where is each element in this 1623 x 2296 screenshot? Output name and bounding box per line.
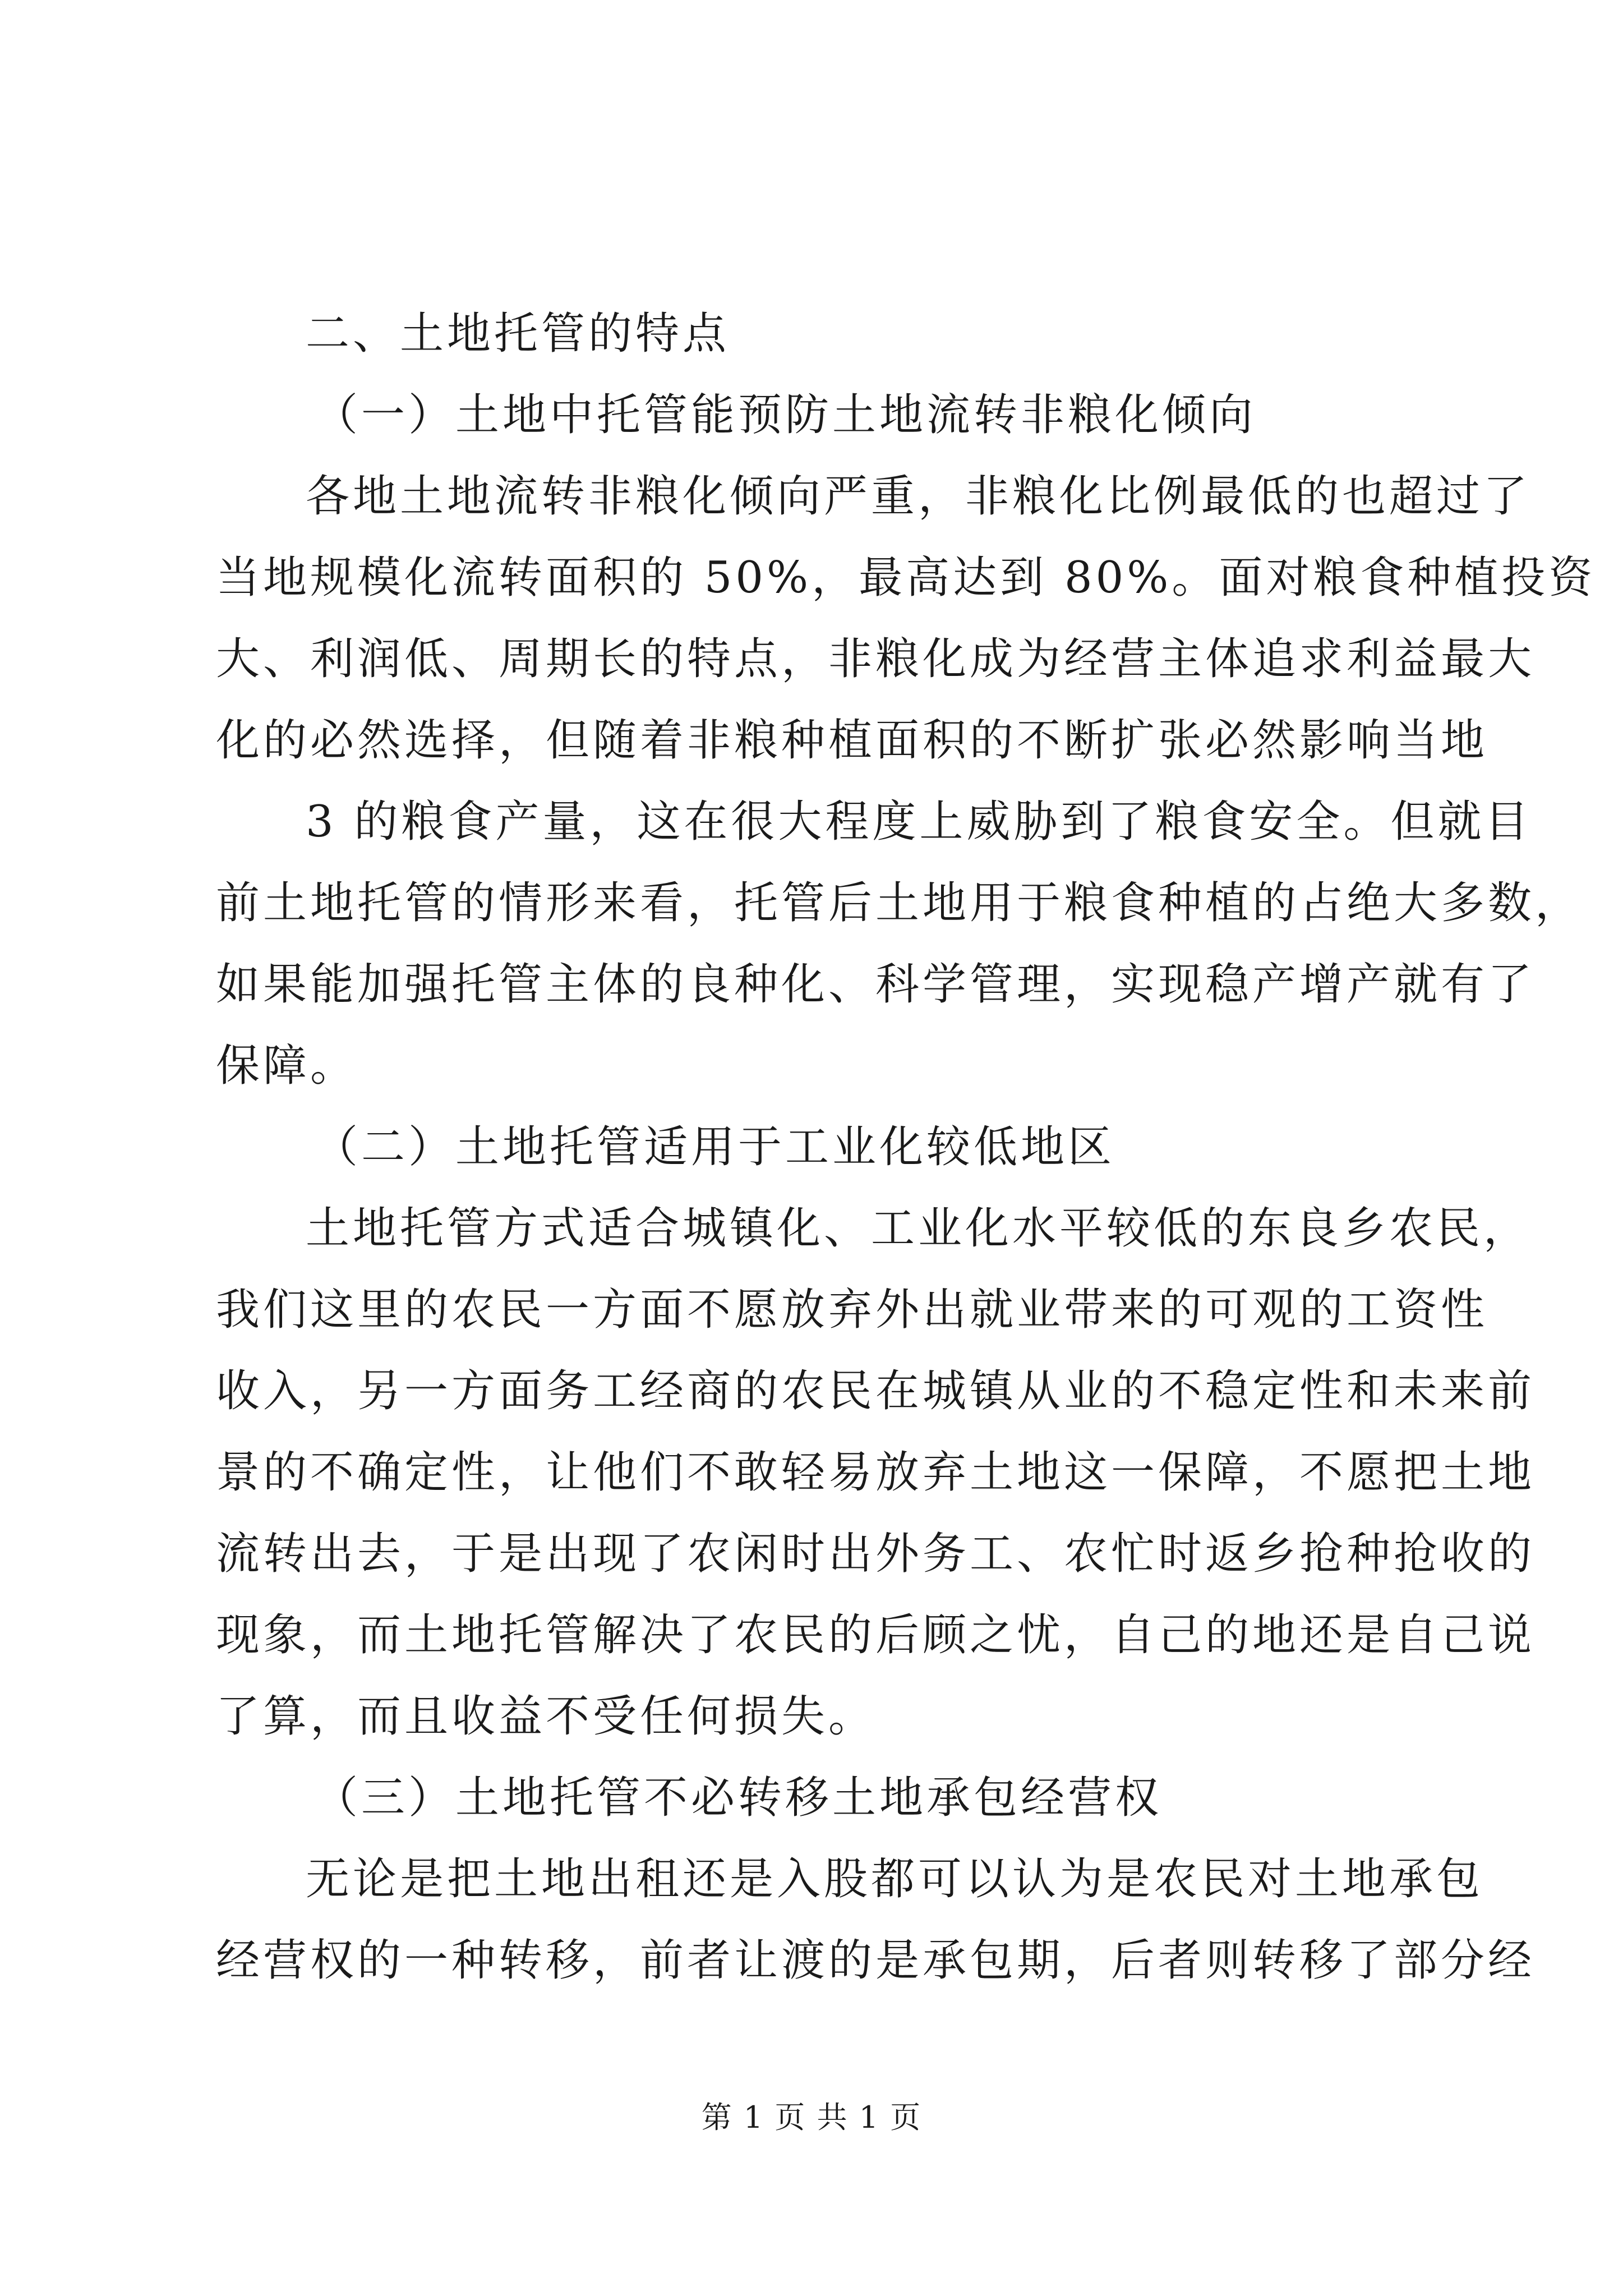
paragraph-line: 收入，另一方面务工经商的农民在城镇从业的不稳定性和未来前 (216, 1366, 1536, 1416)
paragraph-line: 保障。 (216, 1041, 358, 1091)
subsection-heading: （三）土地托管不必转移土地承包经营权 (314, 1773, 1163, 1823)
paragraph-line: 当地规模化流转面积的 50%，最高达到 80%。面对粮食种植投资 (216, 553, 1596, 603)
paragraph-line: 化的必然选择，但随着非粮种植面积的不断扩张必然影响当地 (216, 715, 1488, 766)
paragraph-line: 我们这里的农民一方面不愿放弃外出就业带来的可观的工资性 (216, 1285, 1488, 1335)
paragraph-line: 经营权的一种转移，前者让渡的是承包期，后者则转移了部分经 (216, 1935, 1536, 1986)
subsection-heading: （二）土地托管适用于工业化较低地区 (314, 1122, 1115, 1172)
paragraph-line: 景的不确定性，让他们不敢轻易放弃土地这一保障，不愿把土地 (216, 1447, 1536, 1498)
paragraph-line: 前土地托管的情形来看，托管后土地用于粮食种植的占绝大多数， (216, 878, 1583, 928)
paragraph-line: 流转出去，于是出现了农闲时出外务工、农忙时返乡抢种抢收的 (216, 1529, 1536, 1579)
section-heading: 二、土地托管的特点 (306, 309, 730, 359)
paragraph-line: 了算，而且收益不受任何损失。 (216, 1691, 876, 1742)
subsection-heading: （一）土地中托管能预防土地流转非粮化倾向 (314, 390, 1257, 440)
paragraph-line: 现象，而土地托管解决了农民的后顾之忧，自己的地还是自己说 (216, 1610, 1536, 1660)
paragraph-line: 土地托管方式适合城镇化、工业化水平较低的东良乡农民， (306, 1203, 1531, 1254)
paragraph-line: 如果能加强托管主体的良种化、科学管理，实现稳产增产就有了 (216, 959, 1536, 1010)
paragraph-line: 无论是把土地出租还是入股都可以认为是农民对土地承包 (306, 1854, 1484, 1904)
paragraph-line: 各地土地流转非粮化倾向严重，非粮化比例最低的也超过了 (306, 471, 1531, 522)
paragraph-line: 大、利润低、周期长的特点，非粮化成为经营主体追求利益最大 (216, 634, 1536, 684)
page-footer: 第 1 页 共 1 页 (701, 2100, 922, 2135)
paragraph-line: 3 的粮食产量，这在很大程度上威胁到了粮食安全。但就目 (306, 797, 1532, 847)
